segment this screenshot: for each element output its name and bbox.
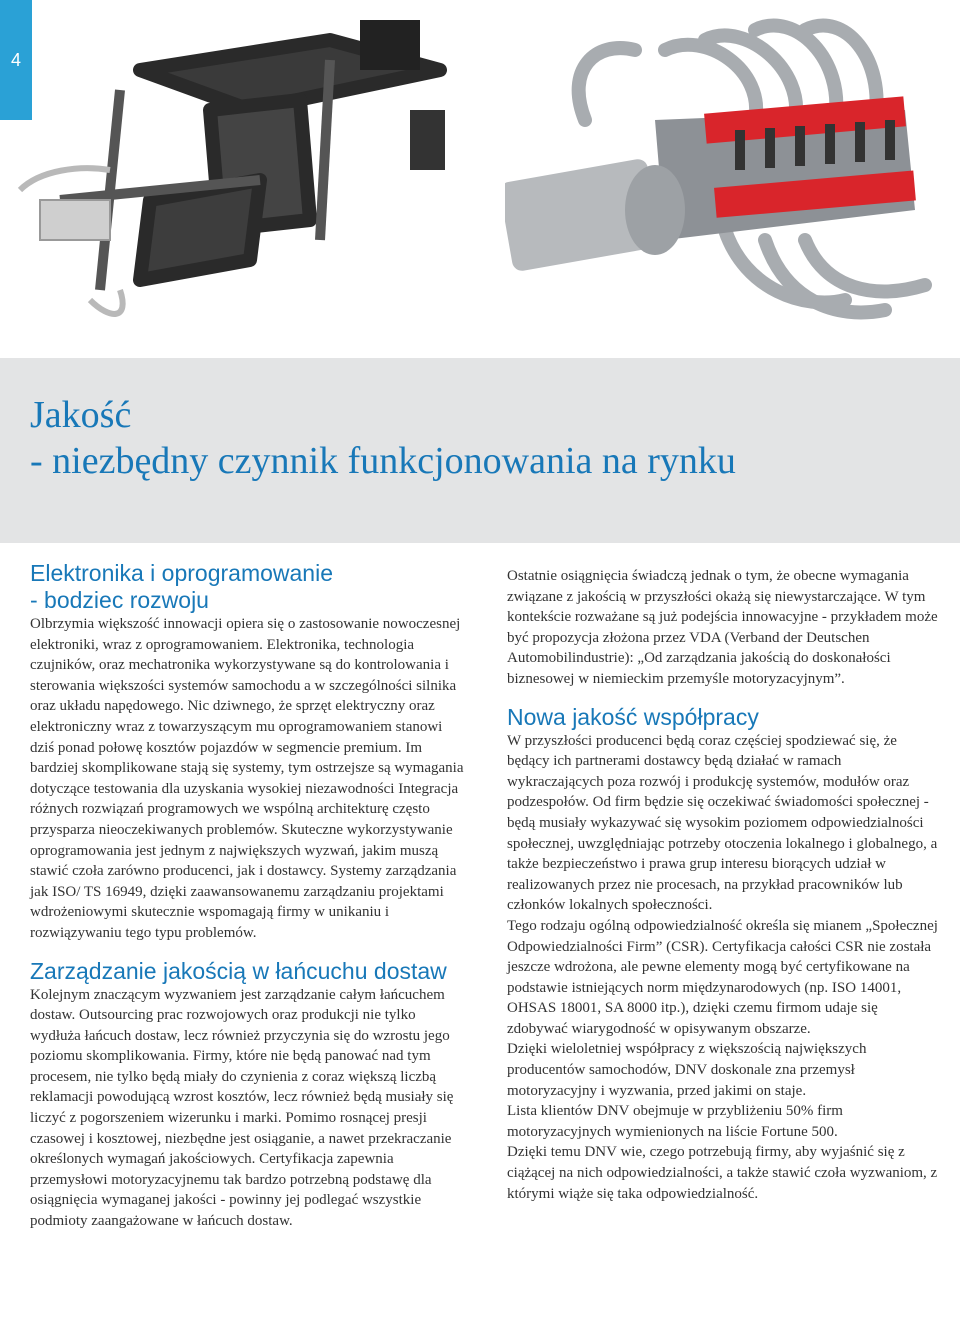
right-column <box>507 566 939 1204</box>
intro-text: Ostatnie osiągnięcia świadczą jednak o tym, że obecne wymagania związane z jakością w przyszłości okażą się niewystarczające. W tym kontekście rozważane są już podejścia innowacyjne - przykładem może być propozycja złożona przez VDA (Verband der Deutschen Automobilindustrie): „Od zarządzania jakością do doskonałości biznesowej w niemieckim przemyśle motoryzacyjnym”. <box>507 568 938 687</box>
heading-line-2: - bodziec rozwoju <box>30 587 209 613</box>
cooperation-paragraph-4: Lista klientów DNV obejmuje w przybliżeniu 50% firm motoryzacyjnych wymienionych na liście Fortune 500. <box>507 1103 843 1140</box>
left-column <box>30 560 470 1232</box>
section-heading-electronics <box>30 560 470 614</box>
chassis-image <box>0 0 480 350</box>
cooperation-paragraph-1: W przyszłości producenci będą coraz częściej spodziewać się, że będący ich partnerami dostawcy będą działać w ramach wykraczających poza rozwój i produkcję systemów, modułów oraz podzespołów. Od firm będzie się oczekiwać świadomości społecznej - będą musiały wykazywać się wysokim poziomem odpowiedzialności społecznej, uwzględniając potrzeby otoczenia lokalnego i globalnego, a także bezpieczeństwo i prawa grup interesu biorących udział w realizowanych przez nie procesach, na przykład pracowników lub członków lokalnych społeczności. <box>507 732 938 914</box>
header-photo-area <box>0 0 960 360</box>
section-heading-supply-chain: Zarządzanie jakością w łańcuchu dostaw <box>30 957 447 984</box>
supply-chain-text: Kolejnym znaczącym wyzwaniem jest zarządzanie całym łańcuchem dostaw. Outsourcing prac rozwojowych oraz produkcji nie tylko wydłuża łańcuch dostaw, lecz również przyczynia się do wzrostu jego poziomu skomplikowania. Firmy, które nie będą panować nad tym procesem, nie tylko będą miały do czynienia z coraz większą liczbą reklamacji powodującą wzrost kosztów, lecz również będą musiały się liczyć z pogorszeniem wizerunku i marki. Pomimo rosnącej presji czasowej i kosztowej, niezbędne jest osiąganie, a nawet przekraczanie określonych wymagań jakościowych. Certyfikacja zapewnia przemysłowi motoryzacyjnemu tak bardzo potrzebną podstawę dla osiągnięcia wymaganej jakości - powinny jej podlegać wszystkie podmioty zaangażowane w łańcuch dostaw. <box>30 986 454 1230</box>
cooperation-paragraph-3: Dzięki wieloletniej współpracy z większością największych producentów samochodów, DNV doskonale zna przemysł motoryzacyjny i wyzwania, przed jakimi on staje. <box>507 1041 867 1099</box>
page-number-tab <box>0 0 32 120</box>
heading-line-1: Elektronika i oprogramowanie <box>30 560 333 586</box>
title-band <box>0 358 960 543</box>
cooperation-paragraph-5: Dzięki temu DNV wie, czego potrzebują firmy, aby wyjaśnić się z ciążącej na nich odpowiedzialności, a także stawić czoła wyzwaniom, z którymi wiąże się taka odpowiedzialność. <box>507 1144 938 1202</box>
page-title <box>30 392 736 484</box>
page-number: 4 <box>10 49 21 70</box>
electronics-text: Olbrzymia większość innowacji opiera się o zastosowanie nowoczesnej elektroniki, wraz z oprogramowaniem. Elektronika, technologia czujników, oraz mechatronika wykorzystywane są do kontrolowania i sterowania większości systemów samochodu a w szczególności silnika oraz układu napędowego. Nic dziwnego, że sprzęt elektryczny oraz elektroniczny wraz z towarzyszącym mu oprogramowaniem stanowi dziś ponad połowę kosztów pojazdów w segmencie premium. Im bardziej skomplikowane stają się systemy, tym ostrzejsze są wymagania dotyczące testowania dla uzyskania wysokiej niezawodności Integracja różnych rozwiązań programowych we wspólną architekturę często przysparza nieoczekiwanych problemów. Skuteczne wykorzystywanie oprogramowania jest jednym z największych wyzwań, jakim muszą stawić czoła zarówno producenci, jak i dostawcy. Systemy zarządzania jak ISO/ TS 16949, dzięki zaawansowanemu zarządzaniu projektami wdrożeniowymi skutecznie wspomagają firmy w unikaniu i rozwiązywaniu tego typu problemów. <box>30 616 464 941</box>
engine-image <box>505 10 955 350</box>
title-line-2: - niezbędny czynnik funkcjonowania na rynku <box>30 440 736 482</box>
section-heading-cooperation: Nowa jakość współpracy <box>507 703 759 730</box>
title-line-1: Jakość <box>30 394 132 436</box>
cooperation-paragraph-2: Tego rodzaju ogólną odpowiedzialność określa się mianem „Społecznej Odpowiedzialności Firm” (CSR). Certyfikacja całości CSR nie została jeszcze wdrożona, ale pewne elementy mogą być certyfikowane na podstawie istniejących norm międzynarodowych (np. ISO 14001, OHSAS 18001, SA 8000 itp.), dzięki czemu firmom udaje się zdobywać wiarygodność w opisywanym obszarze. <box>507 917 938 1037</box>
